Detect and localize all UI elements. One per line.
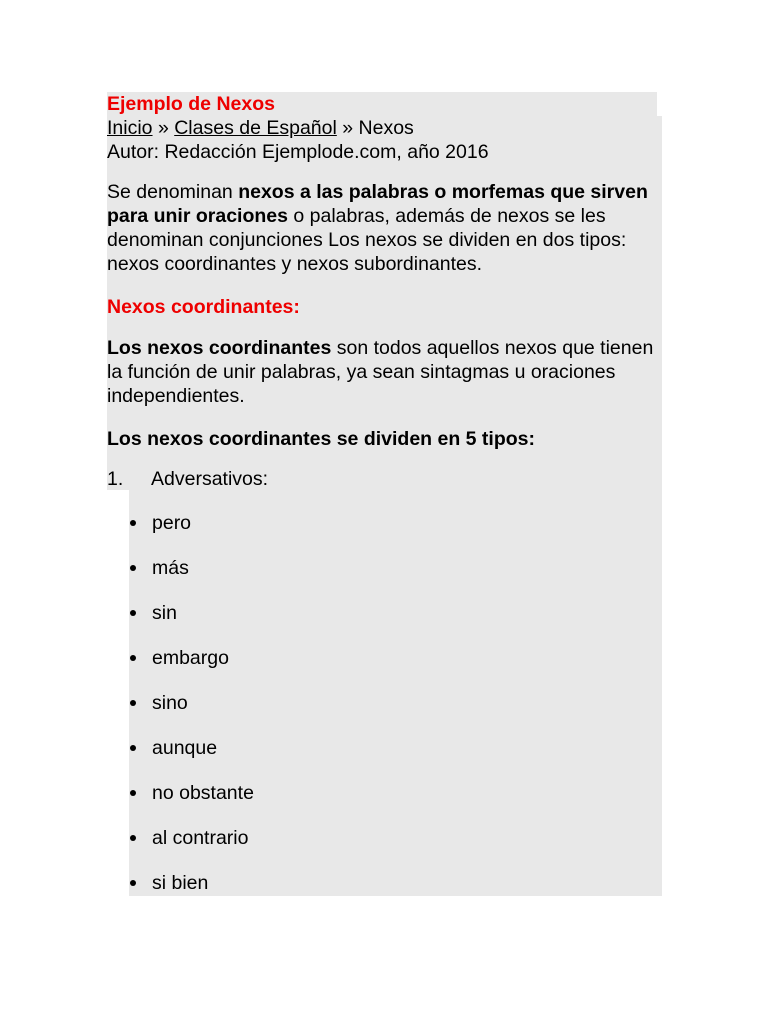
intro-text-start: Se denominan	[107, 181, 239, 203]
list-item-text: aunque	[152, 737, 218, 759]
list-item-text: no obstante	[152, 782, 254, 804]
breadcrumb-separator: »	[336, 117, 359, 139]
types-heading: Los nexos coordinantes se dividen en 5 tipos:	[107, 428, 536, 450]
bullet-icon	[130, 565, 136, 571]
intro-text-end: o palabras, además de nexos se les denominan conjunciones Los nexos se dividen en dos tipos: nexos coordinantes y nexos subordinantes.	[107, 205, 627, 275]
bullet-icon	[130, 655, 136, 661]
bullet-icon	[130, 880, 136, 886]
breadcrumb	[107, 116, 414, 140]
list-item-text: al contrario	[152, 827, 249, 849]
list-item-text: sin	[152, 602, 177, 624]
list-item	[129, 691, 254, 715]
list-item	[129, 826, 254, 850]
bullet-icon	[130, 790, 136, 796]
breadcrumb-current: Nexos	[358, 117, 414, 139]
page-title: Ejemplo de Nexos	[107, 93, 275, 115]
intro-paragraph	[107, 180, 657, 276]
list-item-text: pero	[152, 512, 192, 534]
list-item	[129, 646, 254, 670]
bullet-icon	[130, 835, 136, 841]
breadcrumb-separator: »	[152, 117, 175, 139]
list-item-text: si bien	[152, 872, 209, 894]
list-item	[129, 601, 254, 625]
bullet-icon	[130, 610, 136, 616]
adversativos-list	[129, 511, 254, 916]
definition-paragraph	[107, 336, 657, 408]
breadcrumb-section-link[interactable]: Clases de Español	[174, 117, 337, 139]
item-label: Adversativos:	[151, 468, 269, 490]
list-item	[129, 871, 254, 895]
section-heading: Nexos coordinantes:	[107, 296, 300, 318]
list-item-text: sino	[152, 692, 188, 714]
list-item	[129, 511, 254, 535]
list-item-text: embargo	[152, 647, 229, 669]
definition-text: son todos aquellos nexos que tienen la función de unir palabras, ya sean sintagmas u oraciones independientes.	[107, 337, 654, 407]
author-line: Autor: Redacción Ejemplode.com, año 2016	[107, 141, 489, 163]
bullet-icon	[130, 700, 136, 706]
bullet-icon	[130, 745, 136, 751]
list-item-text: más	[152, 557, 189, 579]
bullet-icon	[130, 520, 136, 526]
item-number: 1.	[107, 468, 124, 490]
list-item	[129, 736, 254, 760]
breadcrumb-home-link[interactable]: Inicio	[107, 117, 153, 139]
list-item	[129, 556, 254, 580]
intro-text-bold: nexos a las palabras o morfemas que sirven para unir oraciones	[107, 181, 648, 227]
list-item	[129, 781, 254, 805]
definition-text-bold: Los nexos coordinantes	[107, 337, 332, 359]
